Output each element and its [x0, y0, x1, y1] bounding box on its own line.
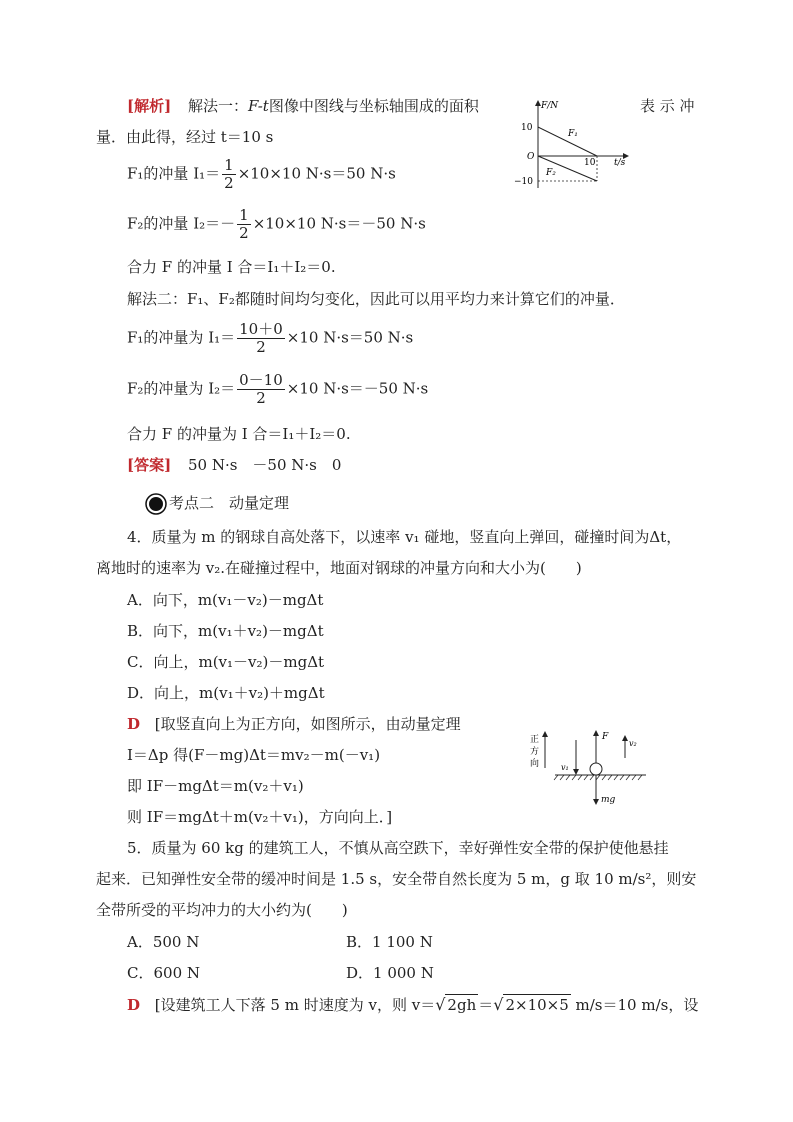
analysis-line-1: [127, 96, 479, 116]
q4-line-2: 离地时的速率为 v₂.在碰撞过程中，地面对钢球的冲量方向和大小为( ): [96, 559, 582, 577]
f-label: F: [602, 732, 609, 742]
m2-f1-eq: [127, 321, 413, 356]
q5-eq: ＝: [478, 996, 494, 1014]
q4-solution-3: 即 IF－mgΔt＝m(v₂＋v₁): [127, 777, 304, 795]
q4-answer-letter: D: [127, 715, 141, 733]
f2-lhs: F₂的冲量 I₂＝－: [127, 214, 236, 233]
m2-f1-rhs: ×10 N·s＝50 N·s: [286, 328, 414, 347]
v1-label: v₁: [561, 763, 569, 772]
section-title: 考点二 动量定理: [169, 494, 290, 512]
tick-y-neg: −10: [514, 177, 533, 187]
f1-frac-den: 2: [224, 174, 234, 192]
ball-icon: [590, 763, 602, 775]
f1-label: F₁: [568, 129, 578, 139]
origin-label: O: [527, 152, 535, 162]
m2-f2-frac-den: 2: [256, 389, 266, 407]
y-axis-label: F/N: [541, 101, 559, 111]
x-axis-label: t/s: [614, 158, 626, 168]
q5-option-d: D．1 000 N: [346, 964, 434, 982]
m2-f1-fraction: [237, 321, 285, 356]
q4-solution-1: [127, 714, 461, 734]
answer-tag: [答案]: [127, 456, 172, 474]
m2-f2-rhs: ×10 N·s＝－50 N·s: [286, 379, 429, 398]
f2-rhs: ×10×10 N·s＝－50 N·s: [252, 214, 426, 233]
tick-x: 10: [584, 158, 596, 168]
q5-sol-b: m/s＝10 m/s，设: [570, 996, 699, 1014]
q4-sol1-text: [取竖直向上为正方向，如图所示，由动量定理: [154, 715, 461, 733]
section-header: [145, 493, 289, 515]
q5-sqrt-2: 2×10×5: [505, 996, 569, 1014]
f2-impulse-eq: [127, 207, 426, 242]
m2-f1-frac-num: 10＋0: [239, 320, 283, 338]
f1-frac-num: 1: [224, 156, 234, 174]
method1-head: 解法一：: [187, 97, 248, 115]
method1-var: F-t: [248, 97, 269, 115]
ground-hatch: [554, 775, 642, 780]
answer-text: 50 N·s －50 N·s 0: [187, 456, 342, 474]
q5-sol-a: [设建筑工人下落 5 m 时速度为 v，则 v＝: [154, 996, 436, 1014]
direction-label-1: 正: [530, 735, 540, 745]
q5-option-a: A．500 N: [127, 933, 200, 951]
analysis-tag: [解析]: [127, 97, 172, 115]
q4-solution-2: I＝Δp 得(F－mg)Δt＝mv₂－m(－v₁): [127, 746, 381, 764]
q4-option-a: A．向下，m(v₁－v₂)－mgΔt: [127, 591, 324, 609]
f1-rhs: ×10×10 N·s＝50 N·s: [237, 164, 396, 183]
answer-line: [127, 455, 341, 475]
m2-f2-eq: [127, 372, 428, 407]
method1-text: 图像中图线与坐标轴围成的面积: [268, 97, 479, 115]
q5-solution: [127, 994, 698, 1015]
f1-fraction: [222, 157, 236, 192]
analysis-line-2: 量．由此得，经过 t＝10 s: [96, 128, 274, 146]
sqrt-sign-2: √: [493, 995, 504, 1014]
m2-f2-frac-num: 0－10: [239, 371, 283, 389]
f2-fraction: [237, 207, 251, 242]
q5-line-2: 起来．已知弹性安全带的缓冲时间是 1.5 s，安全带自然长度为 5 m，g 取 10 m/s²，则安: [96, 870, 697, 888]
q5-answer-letter: D: [127, 996, 141, 1014]
net-impulse-2: 合力 F 的冲量为 I 合＝I₁＋I₂＝0.: [127, 425, 351, 443]
method2-text: 解法二：F₁、F₂都随时间均匀变化，因此可以用平均力来计算它们的冲量．: [127, 290, 625, 308]
f2-frac-den: 2: [239, 224, 249, 242]
net-impulse-1: 合力 F 的冲量 I 合＝I₁＋I₂＝0.: [127, 258, 336, 276]
m2-f1-lhs: F₁的冲量为 I₁＝: [127, 328, 236, 347]
q5-option-b: B．1 100 N: [346, 933, 433, 951]
ball-force-figure: [528, 728, 673, 810]
q5-line-1: 5．质量为 60 kg 的建筑工人，不慎从高空跌下，幸好弹性安全带的保护使他悬挂: [127, 839, 669, 857]
method1-tail: 表 示 冲: [640, 97, 695, 115]
f1-impulse-eq: [127, 157, 396, 192]
direction-label-3: 向: [530, 759, 540, 769]
mg-label: mg: [601, 795, 616, 805]
direction-label-2: 方: [530, 747, 540, 757]
m2-f2-lhs: F₂的冲量为 I₂＝: [127, 379, 236, 398]
f1-lhs: F₁的冲量 I₁＝: [127, 164, 221, 183]
f2-frac-num: 1: [239, 206, 249, 224]
q4-line-1: 4．质量为 m 的钢球自高处落下，以速率 v₁ 碰地，竖直向上弹回，碰撞时间为Δt，: [127, 528, 682, 546]
m2-f2-fraction: [237, 372, 285, 407]
m2-f1-frac-den: 2: [256, 338, 266, 356]
q4-option-d: D．向上，m(v₁＋v₂)＋mgΔt: [127, 684, 325, 702]
v2-label: v₂: [629, 739, 637, 748]
q4-option-c: C．向上，m(v₁－v₂)－mgΔt: [127, 653, 325, 671]
f2-label: F₂: [546, 168, 556, 178]
q5-line-3: 全带所受的平均冲力的大小约为( ): [96, 901, 348, 919]
q4-solution-4: 则 IF＝mgΔt＋m(v₂＋v₁)，方向向上．]: [127, 808, 393, 826]
sqrt-sign-1: √: [435, 995, 446, 1014]
section-bullet-icon: [145, 493, 167, 515]
q5-sqrt-1: 2gh: [447, 996, 477, 1014]
q5-option-c: C．600 N: [127, 964, 201, 982]
tick-y-pos: 10: [521, 123, 533, 133]
q4-option-b: B．向下，m(v₁＋v₂)－mgΔt: [127, 622, 324, 640]
ft-graph-figure: [510, 96, 635, 196]
